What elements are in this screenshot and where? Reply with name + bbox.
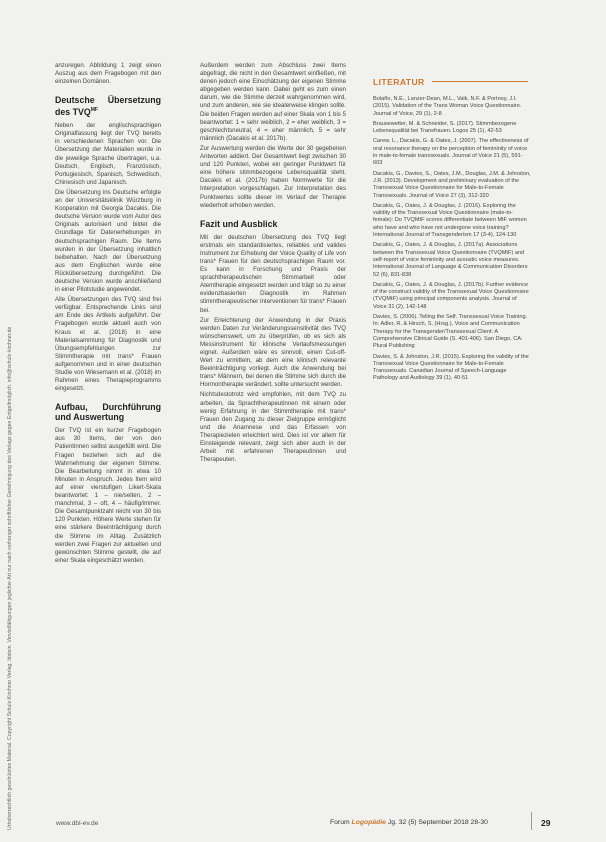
- translation-paragraph-3: Alle Übersetzungen des TVQ sind frei verfügbar. Entsprechende Links sind am Ende des Artikels aufgeführt. Der Fragebogen wurde aktuell auch von Kraus et al. (2018) in eine Materialsammlung für Diagnostik und Übungsempfehlungen zur Stimmtherapie mit trans* Frauen aufgenommen und in einer deutschen Studie von Wiesemann et al. (2018) im Rahmen eines Therapieprogramms eingesetzt.: [55, 296, 161, 393]
- column-middle: [200, 62, 346, 466]
- translation-paragraph-1: Neben der englischsprachigen Originalfassung liegt der TVQ bereits in verschiedenen Sprachen vor. Die Übersetzung der Materialien wurde in die jeweilige Sprache übertragen, u.a. Deutsch, Englisch, Französisch, Portugiesisch, Spanisch, Schwedisch, Chinesisch und Japanisch.: [55, 122, 161, 186]
- column-left: [55, 62, 161, 567]
- literature-rule: [432, 81, 528, 82]
- reference-item: Davies, S. & Johnston, J.R. (2015). Exploring the validity of the Transsexual Voice Questionnaire for Male-to-Female Transsexuals. Canadian Journal of Speech-Language Pathology and Audiology 39 (1), 40-51: [373, 353, 529, 382]
- page-number: 29: [541, 818, 551, 828]
- conclusion-paragraph-2: Zur Erleichterung der Anwendung in der Praxis werden Daten zur Veränderungssensitivität des TVQ wünschenswert, um zu überprüfen, ob es sich als Messinstrument für klinische Verlaufsmessungen eignet. Außerdem wäre es sinnvoll, einen Cut-off-Wert zu ermitteln, ab dem eine klinisch relevante Beeinträchtigung vorliegt. Auch die Anwendung bei trans* Männern, bei denen die Stimme sich durch die Hormontherapie verändert, sollte untersucht werden.: [200, 316, 346, 389]
- literature-list: [373, 96, 531, 386]
- heading-conclusion: Fazit und Ausblick: [200, 218, 278, 229]
- conclusion-paragraph-1: Mit der deutschen Übersetzung des TVQ liegt erstmals ein standardisiertes, reliables und valides Instrument zur Erhebung der Voice Quality of Life von trans* Frauen für den deutschsprachigen Raum vor. Es kann in Forschung und Praxis der sprachtherapeutischen Stimmarbeit oder Atemtherapie eingesetzt werden und trägt so zu einer evidenzbasierten Diagnostik im Rahmen stimmtherapeutischer Interventionen für trans* Frauen bei.: [200, 233, 346, 314]
- evaluation-paragraph-2: Zur Auswertung werden die Werte der 30 gegebenen Antworten addiert. Der Gesamtwert liegt zwischen 30 und 120 Punkten, wobei ein geringer Punktwert für eine höhere stimmbezogene Lebensqualität steht. Dacakis et al. (2017b) haben Normwerte für die Interpretation vorgeschlagen. Zur Interpretation des Punktwertes sollte dieser im Verlauf der Therapie wiederholt erhoben werden.: [200, 144, 346, 209]
- conclusion-paragraph-3: Nichtsdestotrotz wird empfohlen, mit dem TVQ zu arbeiten, da Sprachtherapeutinnen mit einem oder wenig Erfahrung in der Stimmtherapie mit trans* Frauen den Zugang zu dieser Zielgruppe ermöglicht und die Anamnese und das Erfassen von Therapiezielen erleichtert wird. Dies ist vor allem für Einsteigende relevant, zeigt sich aber auch in der Arbeit mit erfahrenen Therapeutinnen und Therapeuten.: [200, 391, 346, 464]
- copyright-text: Urheberrechtlich geschütztes Material. Copyright Schulz-Kirchner Verlag, Idstein. Vervielfältigungen jeglicher Art nur nach vorheriger schriftlicher Genehmigung des Verlags gegen Entgeltmöglich. info@schulz-kirchner.de: [7, 326, 13, 830]
- reference-item: Brausewetter, M. & Schneider, S. (2017). Stimmbezogene Lebensqualität bei Transfrauen. Logos 25 (1), 42-53: [373, 120, 517, 135]
- reference-item: Davies, S. (2006). Telling the Self. Transsexual Voice Training. In: Adler, R. & Hirsch, S. (Hrsg.), Voice and Communication Therapy for the Transgender/Transsexual Client: A Comprehensive Clinical Guide (S. 401-406). San Diego, CA: Plural Publishing: [373, 314, 528, 350]
- intro-paragraph: anzuregen. Abbildung 1 zeigt einen Auszug aus dem Fragebogen mit den einzelnen Domänen.: [55, 62, 161, 86]
- reference-item: Dacakis, G., Oates, J. & Douglas, J. (2017b). Further evidence of the construct validity of the Transsexual Voice Questionnaire (TVQMtF) using principal components analysis. Journal of Voice 31 (2), 142-148: [373, 281, 529, 310]
- reference-item: Dacakis, G., Davies, S., Oates, J.M., Douglas, J.M. & Johnston, J.R. (2013). Development and preliminary evaluation of the Transsexual Voice Questionnaire for Male-to-Female Transsexuals. Journal of Voice 27 (3), 312-320: [373, 170, 531, 199]
- reference-item: Carew, L., Dacakis, G. & Oates, J. (2007). The effectiveness of oral resonance therapy on the perception of femininity of voice in male-to-female transsexuals. Journal of Voice 21 (5), 591-603: [373, 138, 529, 167]
- reference-item: Dacakis, G., Oates, J. & Douglas, J. (2017a). Associations between the Transsexual Voice Questionnaire (TVQMtF) and self-report of voice femininity and acoustic voice measures. International Journal of Language & Communication Disorders 52 (6), 831-838: [373, 242, 528, 278]
- heading-structure: Aufbau, Durchführung und Auswertung: [55, 402, 161, 423]
- footer-url[interactable]: www.dbl-ev.de: [56, 820, 99, 827]
- structure-paragraph: Der TVQ ist ein kurzer Fragebogen aus 30 Items, der von den Patientinnen selbst ausgefüllt wird. Die Fragen beziehen sich auf die Wahrnehmung der eigenen Stimme. Die Bearbeitung nimmt in etwa 10 Minuten in Anspruch. Jedes Item wird auf einer vierstufigen Likert-Skala beantwortet: 1 – nie/selten, 2 – manchmal, 3 – oft, 4 – häufig/immer. Die Gesamtpunktzahl reicht von 30 bis 120 Punkten. Höhere Werte stehen für eine stärkere Beeinträchtigung durch die Stimme im Alltag. Zusätzlich werden zwei Fragen zur aktuellen und gewünschten Stimme gestellt, die auf einer Skala eingeschätzt werden.: [55, 427, 161, 564]
- heading-translation: Deutsche Übersetzung des $TVQ^{MF}$: [55, 95, 161, 118]
- evaluation-paragraph-1: Außerdem werden zum Abschluss zwei Items abgefragt, die nicht in den Gesamtwert einfließen, mit denen jedoch eine Einschätzung der eigenen Stimme abgegeben werden kann. Dabei geht es zum einen darum, wie die Stimme derzeit wahrgenommen wird, und zum anderen, wie sie idealerweise klingen sollte. Die beiden Fragen werden auf einer Skala von 1 bis 5 beantwortet: 1 = sehr weiblich, 2 = eher weiblich, 3 = geschlechtsneutral, 4 = eher männlich, 5 = sehr männlich (Dacakis et al. 2017b).: [200, 62, 346, 142]
- footer-magazine: [330, 819, 488, 826]
- translation-paragraph-2: Die Übersetzung ins Deutsche erfolgte an der Universitätsklinik Würzburg in Kooperation mit Georgia Dacakis. Die deutsche Version wurde vom Autor des Originals autorisiert und bildet die Grundlage für Datenerhebungen im deutschsprachigen Raum. Die Items wurden in der Übersetzung inhaltlich beibehalten. Nach der Übersetzung aus dem Englischen wurde eine Rückübersetzung durchgeführt. Die deutsche Version wurde anschließend in einer Pilotstudie angewendet.: [55, 188, 161, 294]
- page-number-divider: [531, 812, 532, 830]
- magazine-prefix: Forum: [330, 819, 352, 826]
- literature-heading: LITERATUR: [373, 77, 425, 87]
- reference-item: Bolaño, N.E., Lanzer-Dean, M.L., Valk, N.F. & Portnoy, J.I. (2015). Validation of the Trans Woman Voice Questionnaire. Journal of Voice, 29 (1), 2-8: [373, 96, 522, 117]
- copyright-sidebar: [4, 40, 16, 830]
- magazine-issue: Jg. 32 (5) September 2018 28-30: [387, 819, 488, 826]
- magazine-brand: Logopädie: [351, 819, 386, 826]
- reference-item: Dacakis, G., Oates, J. & Douglas, J. (2016). Exploring the validity of the Transsexual Voice Questionnaire (male-to-female): Do TVQMtF scores differentiate between MtF women who have and who have not undergone voice training? International Journal of Transgenderism 17 (3-4), 124-130: [373, 202, 527, 239]
